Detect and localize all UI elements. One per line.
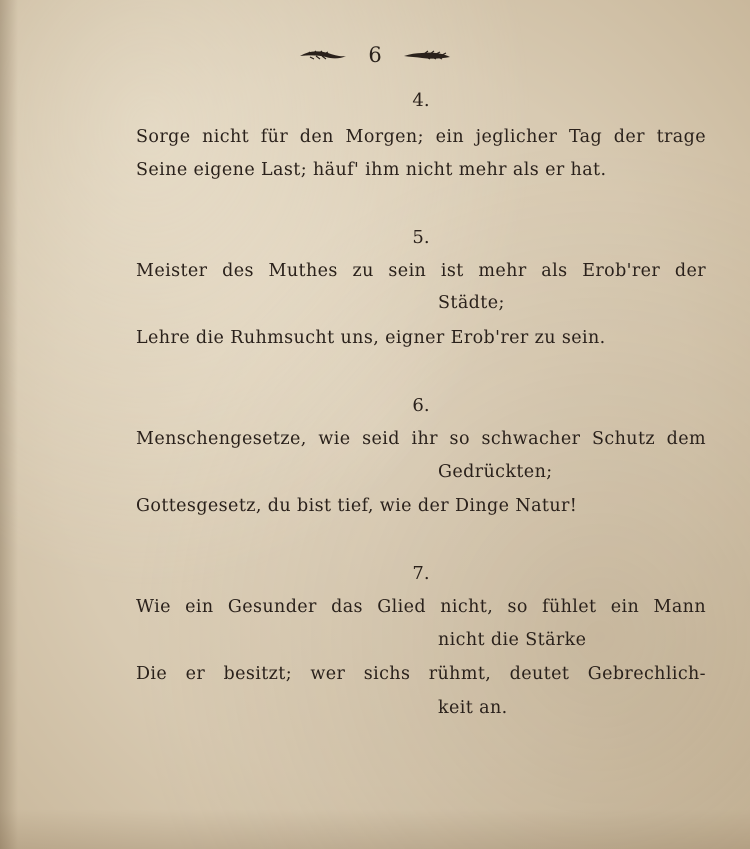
verse-line: Seine eigene Last; häuf' ihm nicht mehr als er hat. — [136, 160, 607, 180]
verse-line: Sorge nicht für den Morgen; ein jeglicher Tag der trage — [136, 127, 706, 147]
verse-line-continuation: Städte; — [438, 293, 505, 313]
verse-line: Gottesgesetz, du bist tief, wie der Dinge Natur! — [136, 496, 578, 516]
section-number-4: 4. — [412, 90, 430, 111]
verse-line: Wie ein Gesunder das Glied nicht, so fühlet ein Mann — [136, 597, 706, 617]
verse-line: Meister des Muthes zu sein ist mehr als Erob'rer der — [136, 261, 706, 281]
page-bottom-shadow — [0, 809, 750, 849]
section-number-6: 6. — [412, 395, 430, 416]
verse-line-continuation: nicht die Stärke — [438, 630, 587, 650]
page-edge-shadow — [0, 0, 18, 849]
verse-line: Menschengesetze, wie seid ihr so schwacher Schutz dem — [136, 429, 706, 449]
verse-line-continuation: Gedrückten; — [438, 462, 553, 482]
page-header — [0, 38, 750, 70]
section-number-5: 5. — [412, 227, 430, 248]
left-leaf-ornament-icon — [298, 48, 348, 62]
right-leaf-ornament-icon — [402, 48, 452, 62]
verse-line: Die er besitzt; wer sichs rühmt, deutet Gebrechlich- — [136, 664, 706, 684]
verse-line-continuation: keit an. — [438, 698, 508, 718]
page-number: 6 — [368, 42, 382, 67]
section-number-7: 7. — [412, 563, 430, 584]
verse-line: Lehre die Ruhmsucht uns, eigner Erob'rer zu sein. — [136, 328, 606, 348]
